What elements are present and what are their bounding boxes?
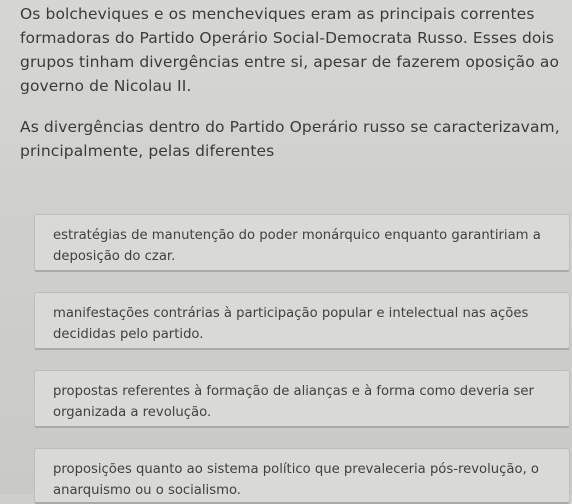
answer-option-text: estratégias de manutenção do poder monárquico enquanto garantiriam a deposição do czar. (53, 228, 541, 264)
answer-option-a[interactable] (34, 214, 570, 272)
answer-option-d[interactable] (34, 448, 570, 504)
question-paragraph-context: Os bolcheviques e os mencheviques eram as principais correntes formadoras do Partido Operário Social-Democrata Russo. Esses dois grupos tinham divergências entre si, apesar de fazerem oposição ao governo de Nicolau II. (20, 5, 560, 95)
answer-option-text: proposições quanto ao sistema político que prevaleceria pós-revolução, o anarquismo ou o socialismo. (53, 462, 539, 498)
answer-option-text: propostas referentes à formação de alianças e à forma como deveria ser organizada a revolução. (53, 384, 534, 420)
question-text (20, 2, 560, 180)
question-paragraph-prompt: As divergências dentro do Partido Operário russo se caracterizavam, principalmente, pelas diferentes (20, 118, 560, 160)
answer-option-b[interactable] (34, 292, 570, 350)
answer-options (34, 214, 570, 504)
answer-option-c[interactable] (34, 370, 570, 428)
answer-option-text: manifestações contrárias à participação popular e intelectual nas ações decididas pelo partido. (53, 306, 529, 342)
